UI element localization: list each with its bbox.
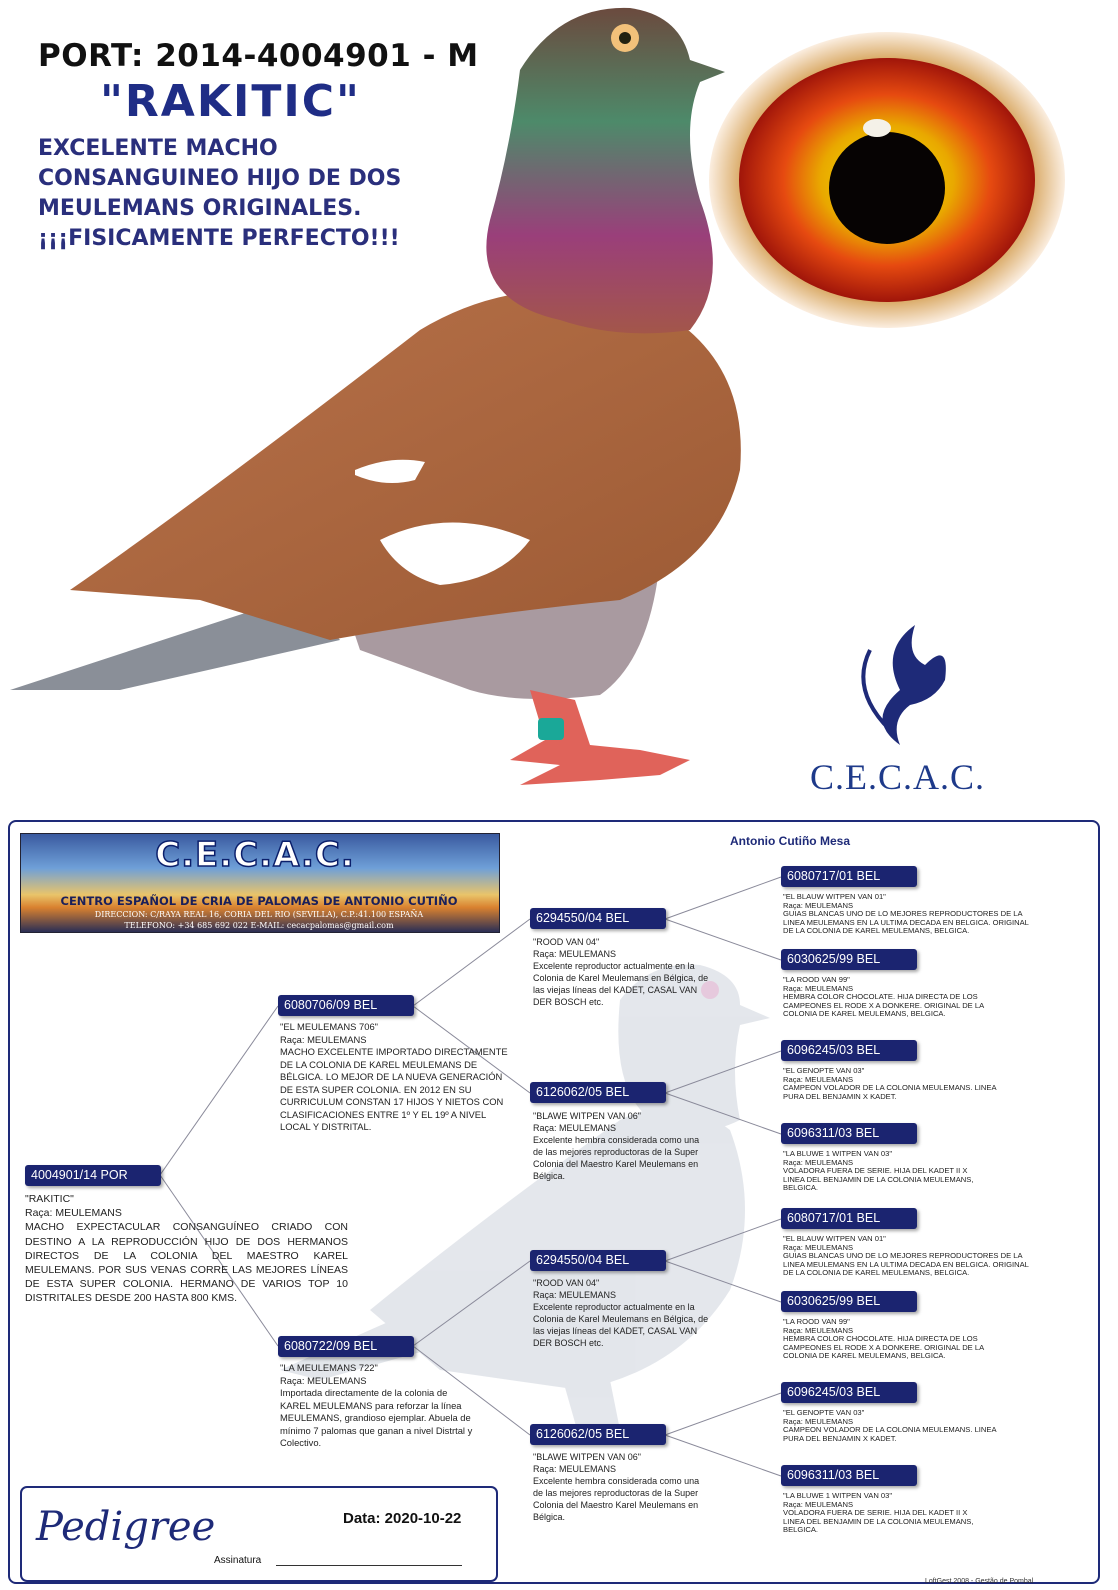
banner-address: DIRECCION: C/RAYA REAL 16, CORIA DEL RIO (SEVILLA), C.P.:41.100 ESPAÑA (94, 910, 424, 919)
bird-name: "LA BLUWE 1 WITPEN VAN 03" (783, 1491, 893, 1500)
grandparent-ring[interactable]: 6294550/04 BEL (530, 1250, 666, 1271)
signature-label: Assinatura (214, 1555, 262, 1566)
bird-notes: Excelente hembra considerada como una de las mejores reproductoras de la Super Colonia del Maestro Karel Meulemans en Bélgica. (533, 1135, 700, 1181)
pedigree-script-title: Pedigree (36, 1504, 216, 1550)
banner-subtitle: CENTRO ESPAÑOL DE CRIA DE PALOMAS DE ANTONIO CUTIÑO (60, 894, 458, 908)
great-grandparent-ring[interactable]: 6096311/03 BEL (781, 1465, 917, 1486)
ring-number-title: PORT: 2014-4004901 - M (38, 38, 479, 74)
bird-breed: Raça: MEULEMANS (783, 1416, 854, 1426)
grandparent-info (533, 1110, 709, 1182)
banner-title: C.E.C.A.C. (155, 835, 355, 875)
bird-notes: Importada directamente de la colonia de KAREL MEULEMANS para reforzar la línea MEULEMANS, grandioso ejemplar. Abuela de mínimo 7 palomas que ganan a nivel Distrtal y Colectivo. (280, 1387, 473, 1448)
owner-name: Antonio Cutiño Mesa (730, 834, 850, 848)
bird-name: "LA ROOD VAN 99" (783, 975, 850, 984)
sire-ring[interactable]: 6080706/09 BEL (278, 995, 414, 1016)
bird-notes: CAMPEON VOLADOR DE LA COLONIA MEULEMANS. LINEA PURA DEL BENJAMIN X KADET. (783, 1425, 997, 1443)
bird-name: "EL BLAUW WITPEN VAN 01" (783, 1234, 886, 1243)
description-line: MEULEMANS ORIGINALES. (38, 196, 362, 221)
great-grandparent-ring[interactable]: 6030625/99 BEL (781, 949, 917, 970)
great-grandparent-ring[interactable]: 6096245/03 BEL (781, 1040, 917, 1061)
bird-notes: HEMBRA COLOR CHOCOLATE. HIJA DIRECTA DE LOS CAMPEONES EL RODE X A DONKERE. ORIGINAL DE LA COLONIA DE KAREL MEULEMANS, BELGICA. (783, 992, 984, 1019)
bird-name: "BLAWE WITPEN VAN 06" (533, 1111, 641, 1121)
bird-breed: Raça: MEULEMANS (533, 1123, 617, 1133)
great-grandparent-ring[interactable]: 6030625/99 BEL (781, 1291, 917, 1312)
bird-notes: GUIAS BLANCAS UNO DE LO MEJORES REPRODUCTORES DE LA LINEA MEULEMANS EN LA ULTIMA DECADA EN BELGICA. ORIGINAL DE LA COLONIA DE KAREL MEULEMANS, BELGICA. (783, 1251, 1029, 1278)
bird-breed: Raça: MEULEMANS (280, 1374, 367, 1386)
great-grandparent-ring[interactable]: 6080717/01 BEL (781, 1208, 917, 1229)
cecac-logo-text: C.E.C.A.C. (810, 757, 986, 797)
bird-notes: Excelente reproductor actualmente en la Colonia de Karel Meulemans en Bélgica, de las viejas líneas del KADET, CASAL VAN DER BOSCH etc. (533, 1302, 709, 1348)
grandparent-ring[interactable]: 6126062/05 BEL (530, 1424, 666, 1445)
great-grandparent-info (783, 976, 1003, 1019)
main-bird-ring[interactable]: 4004901/14 POR (25, 1165, 161, 1186)
description-line: CONSANGUINEO HIJO DE DOS (38, 166, 402, 191)
bird-breed: Raça: MEULEMANS (783, 1157, 854, 1167)
description-line: ¡¡¡FISICAMENTE PERFECTO!!! (38, 226, 400, 251)
bird-breed: Raça: MEULEMANS (533, 1290, 617, 1300)
bird-name: "LA BLUWE 1 WITPEN VAN 03" (783, 1149, 893, 1158)
bird-name: "RAKITIC" (25, 1193, 74, 1205)
bird-notes: MACHO EXCELENTE IMPORTADO DIRECTAMENTE DE LA COLONIA DE KAREL MEULEMANS DE BÉLGICA. LO MEJOR DE LA NUEVA GENERACIÓN DE ESTA SUPER COLONIA. EN 2012 EN SU CURRICULUM CONSTAN 17 HIJOS Y NIETOS CON CLASIFICACIONES ENTRE 1º Y EL 19º A NIVEL LOCAL Y DISTRITAL. (280, 1046, 508, 1132)
bird-name: "BLAWE WITPEN VAN 06" (533, 1452, 641, 1462)
bird-breed: Raça: MEULEMANS (533, 1464, 617, 1474)
great-grandparent-info (783, 893, 1033, 936)
bird-notes: HEMBRA COLOR CHOCOLATE. HIJA DIRECTA DE LOS CAMPEONES EL RODE X A DONKERE. ORIGINAL DE LA COLONIA DE KAREL MEULEMANS, BELGICA. (783, 1334, 984, 1361)
dam-ring[interactable]: 6080722/09 BEL (278, 1336, 414, 1357)
bird-breed: Raça: MEULEMANS (783, 1499, 854, 1509)
bird-breed: Raça: MEULEMANS (25, 1207, 122, 1220)
bird-name: "EL BLAUW WITPEN VAN 01" (783, 892, 886, 901)
bird-name: "LA MEULEMANS 722" (280, 1362, 378, 1373)
sire-info (280, 1021, 508, 1134)
signature-line[interactable] (276, 1565, 462, 1566)
grandparent-ring[interactable]: 6294550/04 BEL (530, 908, 666, 929)
banner-contact: TELEFONO: +34 685 692 022 E-MAIL: cecacpalomas@gmail.com (124, 921, 394, 930)
great-grandparent-ring[interactable]: 6096311/03 BEL (781, 1123, 917, 1144)
dam-info (280, 1362, 480, 1450)
grandparent-ring[interactable]: 6126062/05 BEL (530, 1082, 666, 1103)
bird-name: "EL GENOPTE VAN 03" (783, 1066, 865, 1075)
bird-name: "ROOD VAN 04" (533, 937, 600, 947)
bird-name: "LA ROOD VAN 99" (783, 1317, 850, 1326)
bird-notes: VOLADORA FUERA DE SERIE. HIJA DEL KADET II X LINEA DEL BENJAMIN DE LA COLONIA MEULEMANS, BELGICA. (783, 1508, 974, 1535)
description-line: EXCELENTE MACHO (38, 136, 278, 161)
great-grandparent-info (783, 1409, 1018, 1443)
great-grandparent-ring[interactable]: 6096245/03 BEL (781, 1382, 917, 1403)
bird-breed: Raça: MEULEMANS (783, 1074, 854, 1084)
bird-name: "EL GENOPTE VAN 03" (783, 1408, 865, 1417)
bird-notes: CAMPEON VOLADOR DE LA COLONIA MEULEMANS. LINEA PURA DEL BENJAMIN X KADET. (783, 1083, 997, 1101)
main-bird-info (25, 1192, 348, 1306)
bird-breed: Raça: MEULEMANS (533, 949, 617, 959)
bird-breed: Raça: MEULEMANS (783, 983, 854, 993)
bird-breed: Raça: MEULEMANS (783, 900, 854, 910)
bird-breed: Raça: MEULEMANS (783, 1242, 854, 1252)
bird-name: "EL MEULEMANS 706" (280, 1021, 379, 1032)
bird-breed: Raça: MEULEMANS (783, 1325, 854, 1335)
great-grandparent-info (783, 1492, 988, 1535)
bird-notes: GUIAS BLANCAS UNO DE LO MEJORES REPRODUCTORES DE LA LINEA MEULEMANS EN LA ULTIMA DECADA EN BELGICA. ORIGINAL DE LA COLONIA DE KAREL MEULEMANS, BELGICA. (783, 909, 1029, 936)
great-grandparent-info (783, 1318, 1003, 1361)
great-grandparent-info (783, 1235, 1033, 1278)
grandparent-info (533, 936, 709, 1008)
bird-breed: Raça: MEULEMANS (280, 1033, 367, 1045)
great-grandparent-ring[interactable]: 6080717/01 BEL (781, 866, 917, 887)
bird-notes: Excelente reproductor actualmente en la Colonia de Karel Meulemans en Bélgica, de las viejas líneas del KADET, CASAL VAN DER BOSCH etc. (533, 961, 709, 1007)
pedigree-date: Data: 2020-10-22 (343, 1510, 462, 1527)
pigeon-name-title: "RAKITIC" (100, 76, 361, 127)
software-credit: LoftGest 2008 - Gestão de Pombal (925, 1578, 1034, 1585)
bird-name: "ROOD VAN 04" (533, 1278, 600, 1288)
great-grandparent-info (783, 1067, 1018, 1101)
great-grandparent-info (783, 1150, 988, 1193)
bird-notes: MACHO EXPECTACULAR CONSANGUÍNEO CRIADO CON DESTINO A LA REPRODUCCIÓN HIJO DE DOS HERMANOS DIRECTOS DE LA COLONIA DEL MAESTRO KAREL MEULEMANS. POR SUS VENAS CORRE LAS MEJORES LÍNEAS DE ESTA SUPER COLONIA. HERMANO DE VARIOS TOP 10 DISTRITALES DESDE 200 HASTA 800 KMS. (25, 1221, 348, 1305)
bird-notes: VOLADORA FUERA DE SERIE. HIJA DEL KADET II X LINEA DEL BENJAMIN DE LA COLONIA MEULEMANS, BELGICA. (783, 1166, 974, 1193)
bird-notes: Excelente hembra considerada como una de las mejores reproductoras de la Super Colonia del Maestro Karel Meulemans en Bélgica. (533, 1476, 700, 1522)
grandparent-info (533, 1451, 709, 1523)
grandparent-info (533, 1277, 709, 1349)
